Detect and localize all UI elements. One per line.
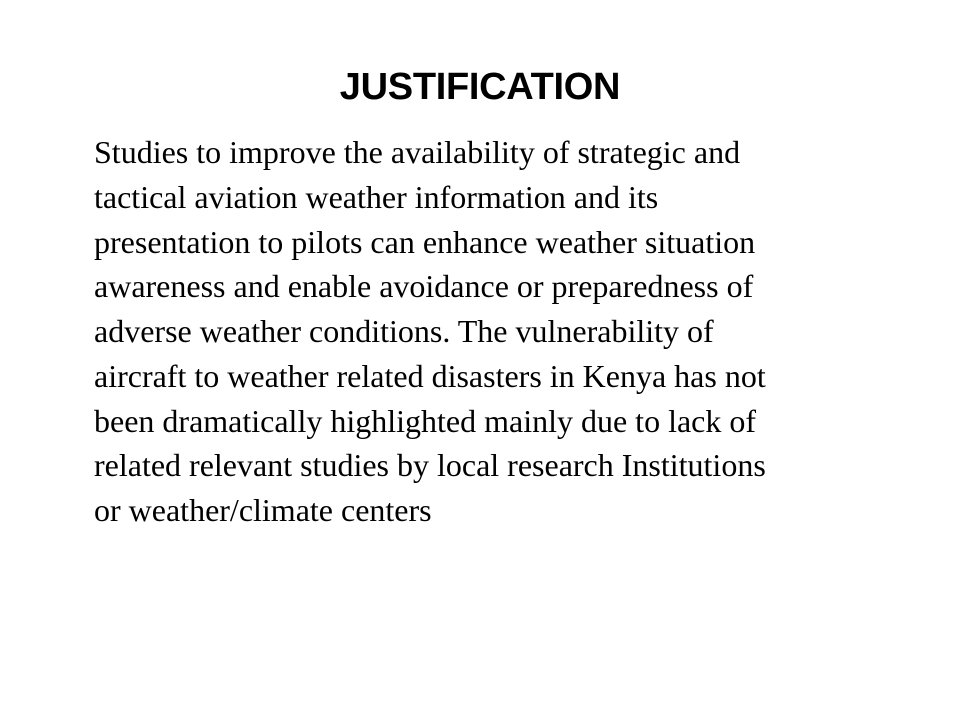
body-line: aircraft to weather related disasters in Kenya has not bbox=[94, 358, 766, 394]
body-line: presentation to pilots can enhance weather situation bbox=[94, 224, 756, 260]
body-line: Studies to improve the availability of strategic and bbox=[94, 134, 741, 170]
body-line: been dramatically highlighted mainly due to lack of bbox=[94, 403, 757, 439]
body-line: or weather/climate centers bbox=[94, 492, 432, 528]
body-line: related relevant studies by local research Institutions bbox=[94, 447, 766, 483]
body-line: awareness and enable avoidance or preparedness of bbox=[94, 268, 754, 304]
slide-title: JUSTIFICATION bbox=[339, 66, 621, 108]
body-line: adverse weather conditions. The vulnerability of bbox=[94, 313, 714, 349]
body-line: tactical aviation weather information and its bbox=[94, 179, 659, 215]
